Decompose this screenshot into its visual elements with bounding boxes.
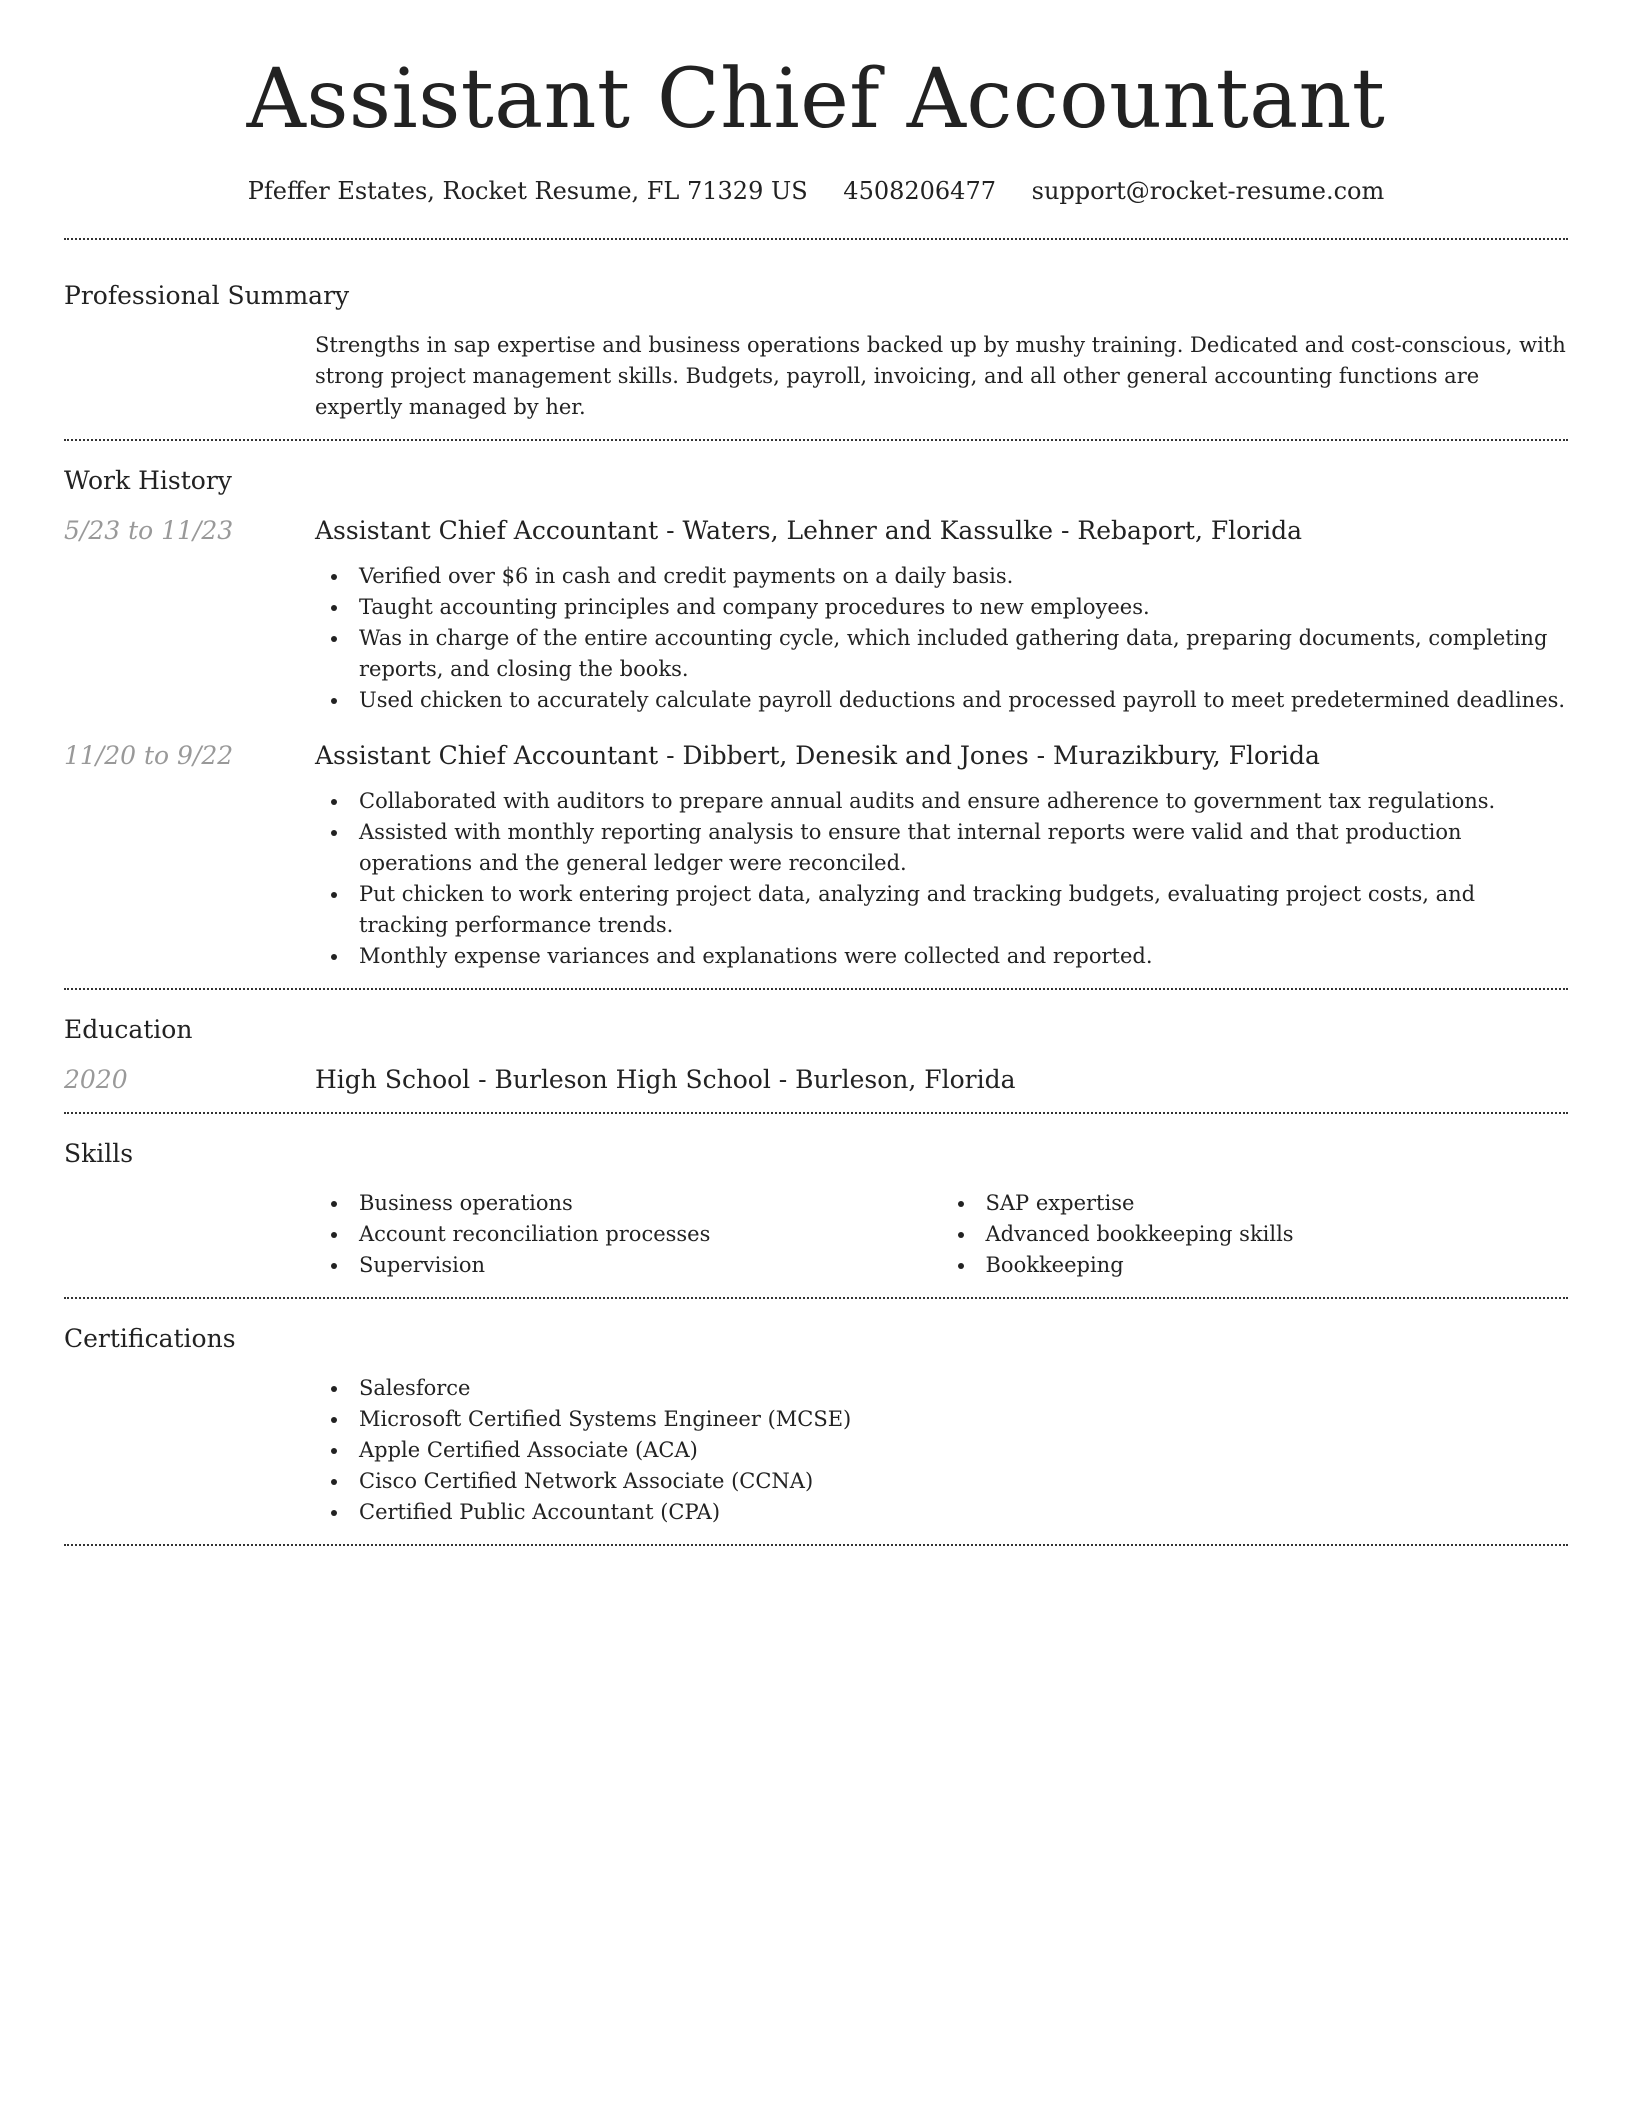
list-item: Assisted with monthly reporting analysis to ensure that internal reports were valid and that production operations and the general ledger were reconciled.	[359, 817, 1568, 879]
certifications-content	[315, 1373, 1568, 1528]
candidate-name: Assistant Chief Accountant	[246, 52, 1386, 147]
education-content	[315, 1064, 1568, 1096]
job-bullets	[315, 561, 1568, 716]
job-entry	[64, 515, 1568, 716]
education-heading: High School - Burleson High School - Burleson, Florida	[315, 1065, 1016, 1094]
skills-section	[64, 1114, 1568, 1297]
contact-line	[64, 176, 1568, 206]
list-item: Salesforce	[359, 1373, 1568, 1404]
skills-list-left	[315, 1188, 942, 1281]
list-item: Microsoft Certified Systems Engineer (MCSE)	[359, 1404, 1568, 1435]
job-bullets	[315, 786, 1568, 972]
certifications-list	[315, 1373, 1568, 1528]
certifications-section	[64, 1299, 1568, 1544]
job-content	[315, 515, 1568, 716]
job-heading: Assistant Chief Accountant - Waters, Lehner and Kassulke - Rebaport, Florida	[315, 516, 1303, 545]
summary-section	[64, 240, 1568, 439]
list-item: Account reconciliation processes	[359, 1219, 942, 1250]
summary-row	[64, 330, 1568, 423]
list-item: Put chicken to work entering project data, analyzing and tracking budgets, evaluating project costs, and tracking performance trends.	[359, 879, 1568, 941]
list-item: Business operations	[359, 1188, 942, 1219]
work-history-section	[64, 441, 1568, 988]
education-year: 2020	[64, 1065, 128, 1094]
list-item: Advanced bookkeeping skills	[986, 1219, 1569, 1250]
skills-grid	[315, 1188, 1568, 1281]
skills-title: Skills	[64, 1139, 134, 1168]
education-section	[64, 990, 1568, 1112]
education-title: Education	[64, 1015, 193, 1044]
contact-phone: 4508206477	[843, 177, 996, 205]
list-item: Supervision	[359, 1250, 942, 1281]
section-divider	[64, 1544, 1568, 1546]
contact-email: support@rocket-resume.com	[1031, 177, 1385, 205]
job-dates: 11/20 to 9/22	[64, 741, 234, 770]
list-item: Certified Public Accountant (CPA)	[359, 1497, 1568, 1528]
list-item: Used chicken to accurately calculate payroll deductions and processed payroll to meet predetermined deadlines.	[359, 685, 1568, 716]
summary-text: Strengths in sap expertise and business operations backed up by mushy training. Dedicated and cost-conscious, with strong project management skills. Budgets, payroll, invoicing, and all other general accounting functions are expertly managed by her.	[315, 333, 1566, 419]
certifications-row	[64, 1373, 1568, 1528]
certifications-title: Certifications	[64, 1324, 236, 1353]
summary-title: Professional Summary	[64, 281, 350, 310]
list-item: Verified over $6 in cash and credit payments on a daily basis.	[359, 561, 1568, 592]
job-heading: Assistant Chief Accountant - Dibbert, Denesik and Jones - Murazikbury, Florida	[315, 741, 1320, 770]
list-item: Cisco Certified Network Associate (CCNA)	[359, 1466, 1568, 1497]
list-item: Apple Certified Associate (ACA)	[359, 1435, 1568, 1466]
work-history-title: Work History	[64, 466, 232, 495]
skills-row	[64, 1188, 1568, 1281]
list-item: Taught accounting principles and company procedures to new employees.	[359, 592, 1568, 623]
summary-content	[315, 330, 1568, 423]
skills-list-right	[942, 1188, 1569, 1281]
list-item: Collaborated with auditors to prepare annual audits and ensure adherence to government tax regulations.	[359, 786, 1568, 817]
list-item: SAP expertise	[986, 1188, 1569, 1219]
job-entry	[64, 740, 1568, 972]
contact-address: Pfeffer Estates, Rocket Resume, FL 71329 US	[247, 177, 808, 205]
resume-header	[64, 0, 1568, 206]
education-entry	[64, 1064, 1568, 1096]
job-content	[315, 740, 1568, 972]
list-item: Bookkeeping	[986, 1250, 1569, 1281]
job-dates: 5/23 to 11/23	[64, 516, 234, 545]
list-item: Was in charge of the entire accounting cycle, which included gathering data, preparing documents, completing reports, and closing the books.	[359, 623, 1568, 685]
list-item: Monthly expense variances and explanations were collected and reported.	[359, 941, 1568, 972]
